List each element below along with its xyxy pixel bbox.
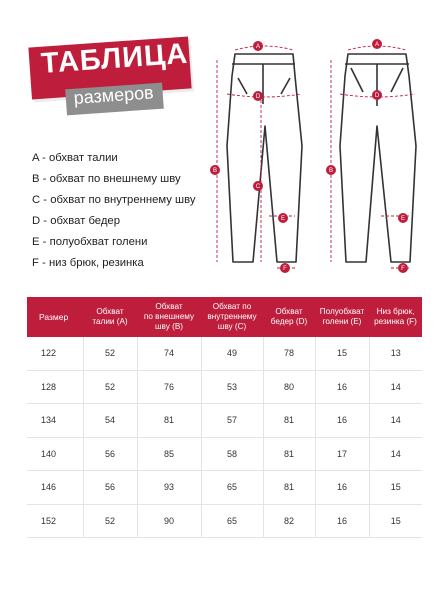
header-calf: Полуобхват голени (E): [315, 297, 369, 337]
marker-label: D: [374, 93, 380, 99]
cell-value: 16: [315, 471, 369, 505]
cell-value: 13: [369, 337, 422, 370]
cell-value: 80: [263, 370, 315, 404]
cell-size: 152: [27, 504, 83, 538]
cell-value: 56: [83, 471, 137, 505]
table-row: [27, 337, 422, 370]
cell-value: 15: [369, 471, 422, 505]
marker-label: D: [255, 94, 261, 100]
page-title: ТАБЛИЦА: [40, 37, 190, 80]
cell-value: 65: [201, 504, 263, 538]
marker-label: A: [374, 42, 380, 48]
cell-value: 49: [201, 337, 263, 370]
table-row: [27, 404, 422, 438]
legend-item-a: A - обхват талии: [32, 152, 118, 164]
table-row: [27, 370, 422, 404]
cell-value: 16: [315, 504, 369, 538]
cell-value: 81: [137, 404, 201, 438]
pants-diagram: [205, 36, 435, 276]
marker-label: C: [255, 184, 261, 190]
legend-item-d: D - обхват бедер: [32, 215, 120, 227]
table-header-row: [27, 297, 422, 337]
size-table: [27, 297, 422, 538]
page-subtitle: размеров: [73, 82, 155, 108]
measurement-legend: [32, 148, 196, 274]
cell-value: 56: [83, 437, 137, 471]
cell-value: 52: [83, 337, 137, 370]
marker-label: E: [280, 216, 286, 222]
marker-label: F: [283, 266, 287, 272]
header-hips: Обхват бедер (D): [263, 297, 315, 337]
cell-value: 57: [201, 404, 263, 438]
legend-item-f: F - низ брюк, резинка: [32, 257, 144, 269]
cell-value: 17: [315, 437, 369, 471]
cell-value: 53: [201, 370, 263, 404]
marker-label: F: [401, 266, 405, 272]
marker-label: A: [255, 44, 261, 50]
legend-item-b: B - обхват по внешнему шву: [32, 173, 181, 185]
cell-size: 134: [27, 404, 83, 438]
cell-value: 15: [369, 504, 422, 538]
cell-size: 128: [27, 370, 83, 404]
table-row: [27, 504, 422, 538]
header-hem: Низ брюк, резинка (F): [369, 297, 422, 337]
cell-size: 122: [27, 337, 83, 370]
cell-value: 52: [83, 504, 137, 538]
marker-label: B: [212, 168, 218, 174]
header-inner-seam: Обхват по внутреннему шву (C): [201, 297, 263, 337]
cell-value: 78: [263, 337, 315, 370]
cell-size: 146: [27, 471, 83, 505]
cell-value: 74: [137, 337, 201, 370]
cell-value: 85: [137, 437, 201, 471]
table-row: [27, 437, 422, 471]
cell-value: 14: [369, 404, 422, 438]
cell-value: 93: [137, 471, 201, 505]
back-pants-outline: [340, 54, 416, 262]
cell-size: 140: [27, 437, 83, 471]
cell-value: 16: [315, 370, 369, 404]
front-pants-outline: [227, 54, 302, 262]
cell-value: 81: [263, 471, 315, 505]
header-waist: Обхват талии (A): [83, 297, 137, 337]
cell-value: 54: [83, 404, 137, 438]
legend-item-c: C - обхват по внутреннему шву: [32, 194, 196, 206]
cell-value: 76: [137, 370, 201, 404]
header-outer-seam: Обхват по внешнему шву (B): [137, 297, 201, 337]
legend-item-e: E - полуобхват голени: [32, 236, 148, 248]
marker-label: E: [400, 216, 406, 222]
cell-value: 16: [315, 404, 369, 438]
cell-value: 58: [201, 437, 263, 471]
cell-value: 82: [263, 504, 315, 538]
cell-value: 14: [369, 370, 422, 404]
table-row: [27, 471, 422, 505]
cell-value: 15: [315, 337, 369, 370]
cell-value: 52: [83, 370, 137, 404]
cell-value: 65: [201, 471, 263, 505]
cell-value: 81: [263, 404, 315, 438]
cell-value: 14: [369, 437, 422, 471]
header-size: Размер: [27, 297, 83, 337]
cell-value: 81: [263, 437, 315, 471]
cell-value: 90: [137, 504, 201, 538]
marker-label: B: [328, 168, 334, 174]
